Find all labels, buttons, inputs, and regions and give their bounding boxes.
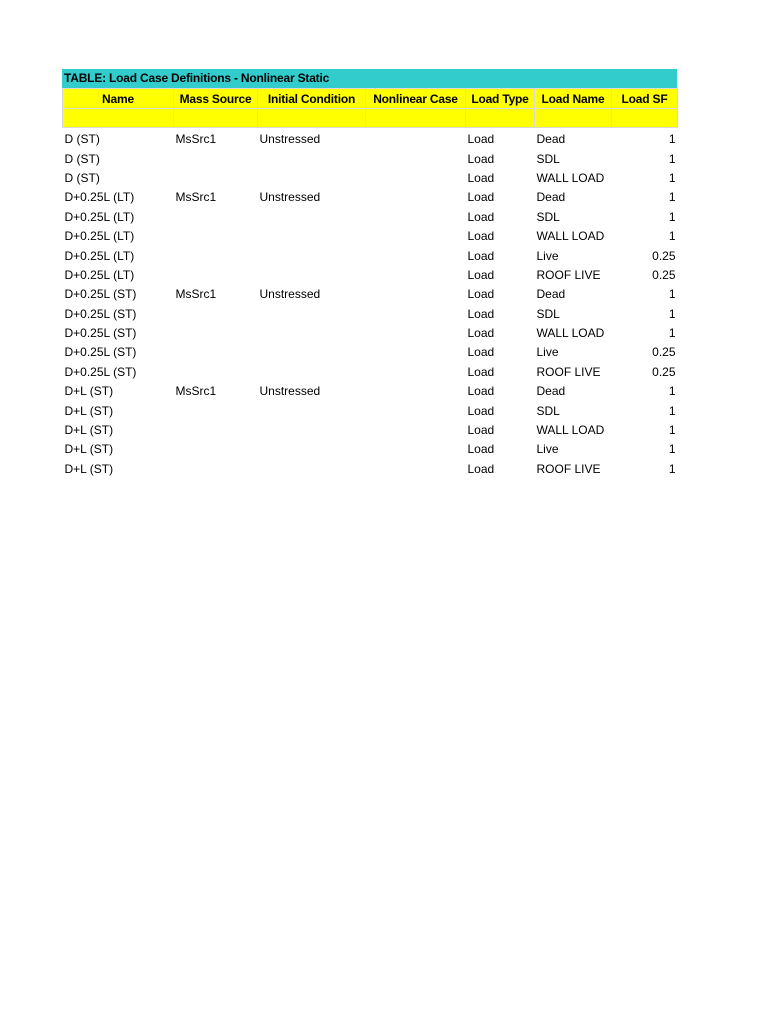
cell-name: D+0.25L (ST) xyxy=(64,364,137,379)
cell-load-sf: 0.25 xyxy=(652,248,676,263)
cell-nonlinear-case xyxy=(366,363,466,382)
cell-nonlinear-case xyxy=(366,401,466,420)
cell-mass-source xyxy=(174,460,258,479)
table-row xyxy=(63,382,678,401)
cell-name: D+L (ST) xyxy=(64,403,114,418)
cell-nonlinear-case xyxy=(366,285,466,304)
column-header-mass-source: Mass Source xyxy=(174,89,258,109)
units-cell xyxy=(535,109,612,128)
cell-load-name: WALL LOAD xyxy=(536,229,605,244)
table-row xyxy=(63,266,678,285)
cell-nonlinear-case xyxy=(366,343,466,362)
units-cell xyxy=(174,109,258,128)
cell-load-type: Load xyxy=(467,151,495,166)
cell-load-type: Load xyxy=(467,306,495,321)
table-title: TABLE: Load Case Definitions - Nonlinear Static xyxy=(62,69,677,88)
cell-initial-condition xyxy=(258,305,366,324)
cell-load-sf: 1 xyxy=(668,403,676,418)
units-cell xyxy=(258,109,366,128)
table-row xyxy=(63,188,678,207)
cell-load-name: SDL xyxy=(536,209,560,224)
column-header-load-name: Load Name xyxy=(535,89,612,109)
table-row xyxy=(63,169,678,188)
cell-initial-condition xyxy=(258,208,366,227)
cell-load-type: Load xyxy=(467,364,495,379)
cell-nonlinear-case xyxy=(366,130,466,149)
cell-load-name: ROOF LIVE xyxy=(536,267,601,282)
cell-load-type: Load xyxy=(467,287,495,302)
cell-initial-condition xyxy=(258,363,366,382)
cell-nonlinear-case xyxy=(366,149,466,168)
cell-nonlinear-case xyxy=(366,440,466,459)
cell-initial-condition xyxy=(258,401,366,420)
cell-load-type: Load xyxy=(467,403,495,418)
table-row xyxy=(63,208,678,227)
cell-load-type: Load xyxy=(467,248,495,263)
cell-mass-source xyxy=(174,305,258,324)
header-row xyxy=(63,89,678,109)
cell-load-type: Load xyxy=(467,326,495,341)
cell-load-sf: 1 xyxy=(668,306,676,321)
table-row xyxy=(63,305,678,324)
cell-load-sf: 1 xyxy=(668,229,676,244)
column-header-load-sf: Load SF xyxy=(612,89,678,109)
cell-nonlinear-case xyxy=(366,188,466,207)
cell-load-sf: 1 xyxy=(668,170,676,185)
cell-load-name: SDL xyxy=(536,403,560,418)
cell-mass-source xyxy=(174,227,258,246)
cell-mass-source: MsSrc1 xyxy=(175,132,217,147)
cell-initial-condition xyxy=(258,440,366,459)
table-row xyxy=(63,130,678,149)
table-row xyxy=(63,421,678,440)
cell-initial-condition xyxy=(258,460,366,479)
cell-load-name: Live xyxy=(536,442,559,457)
cell-load-name: WALL LOAD xyxy=(536,170,605,185)
units-cell xyxy=(612,109,678,128)
cell-load-name: Dead xyxy=(536,132,566,147)
table-row xyxy=(63,149,678,168)
cell-name: D+0.25L (LT) xyxy=(64,248,135,263)
cell-initial-condition: Unstressed xyxy=(259,384,321,399)
cell-initial-condition xyxy=(258,227,366,246)
table-row xyxy=(63,440,678,459)
cell-initial-condition xyxy=(258,421,366,440)
cell-nonlinear-case xyxy=(366,460,466,479)
cell-initial-condition xyxy=(258,343,366,362)
cell-load-sf: 1 xyxy=(668,326,676,341)
cell-load-name: SDL xyxy=(536,306,560,321)
cell-nonlinear-case xyxy=(366,421,466,440)
units-cell xyxy=(63,109,174,128)
table-row xyxy=(63,285,678,304)
cell-name: D+0.25L (LT) xyxy=(64,209,135,224)
cell-mass-source xyxy=(174,363,258,382)
cell-mass-source: MsSrc1 xyxy=(175,190,217,205)
cell-load-type: Load xyxy=(467,384,495,399)
cell-nonlinear-case xyxy=(366,169,466,188)
column-header-nonlinear-case: Nonlinear Case xyxy=(366,89,466,109)
column-header-name: Name xyxy=(63,89,174,109)
table-row xyxy=(63,324,678,343)
cell-name: D+0.25L (ST) xyxy=(64,287,137,302)
cell-load-sf: 0.25 xyxy=(652,267,676,282)
cell-load-name: ROOF LIVE xyxy=(536,461,601,476)
cell-load-name: Live xyxy=(536,248,559,263)
cell-load-sf: 1 xyxy=(668,132,676,147)
cell-mass-source xyxy=(174,343,258,362)
load-case-table xyxy=(62,88,678,479)
cell-nonlinear-case xyxy=(366,382,466,401)
cell-mass-source xyxy=(174,169,258,188)
table-row xyxy=(63,401,678,420)
cell-load-name: WALL LOAD xyxy=(536,423,605,438)
cell-nonlinear-case xyxy=(366,305,466,324)
table-row xyxy=(63,363,678,382)
cell-mass-source: MsSrc1 xyxy=(175,384,217,399)
cell-load-sf: 1 xyxy=(668,442,676,457)
cell-load-type: Load xyxy=(467,190,495,205)
cell-load-sf: 1 xyxy=(668,151,676,166)
cell-load-sf: 0.25 xyxy=(652,364,676,379)
table-row xyxy=(63,343,678,362)
cell-name: D+0.25L (LT) xyxy=(64,190,135,205)
cell-mass-source: MsSrc1 xyxy=(175,287,217,302)
cell-mass-source xyxy=(174,421,258,440)
cell-name: D+0.25L (ST) xyxy=(64,345,137,360)
cell-nonlinear-case xyxy=(366,324,466,343)
cell-name: D+0.25L (ST) xyxy=(64,306,137,321)
table-row xyxy=(63,460,678,479)
cell-name: D (ST) xyxy=(64,170,100,185)
cell-load-sf: 1 xyxy=(668,461,676,476)
cell-mass-source xyxy=(174,149,258,168)
cell-load-sf: 1 xyxy=(668,423,676,438)
cell-name: D+0.25L (ST) xyxy=(64,326,137,341)
cell-load-name: ROOF LIVE xyxy=(536,364,601,379)
cell-load-sf: 1 xyxy=(668,190,676,205)
cell-load-name: Dead xyxy=(536,287,566,302)
cell-load-type: Load xyxy=(467,442,495,457)
cell-initial-condition: Unstressed xyxy=(259,287,321,302)
cell-mass-source xyxy=(174,440,258,459)
cell-load-sf: 1 xyxy=(668,287,676,302)
cell-load-name: Dead xyxy=(536,384,566,399)
table-body xyxy=(63,128,678,480)
cell-nonlinear-case xyxy=(366,266,466,285)
cell-name: D (ST) xyxy=(64,151,100,166)
cell-load-name: Dead xyxy=(536,190,566,205)
cell-load-sf: 1 xyxy=(668,209,676,224)
cell-load-type: Load xyxy=(467,209,495,224)
cell-name: D+L (ST) xyxy=(64,423,114,438)
cell-initial-condition xyxy=(258,324,366,343)
units-row xyxy=(63,109,678,128)
cell-load-type: Load xyxy=(467,461,495,476)
cell-mass-source xyxy=(174,324,258,343)
cell-name: D+0.25L (LT) xyxy=(64,229,135,244)
cell-load-name: Live xyxy=(536,345,559,360)
cell-load-sf: 1 xyxy=(668,384,676,399)
cell-initial-condition xyxy=(258,169,366,188)
cell-mass-source xyxy=(174,208,258,227)
cell-mass-source xyxy=(174,246,258,265)
cell-load-type: Load xyxy=(467,423,495,438)
table-row xyxy=(63,246,678,265)
table-row xyxy=(63,227,678,246)
units-cell xyxy=(366,109,466,128)
cell-load-type: Load xyxy=(467,132,495,147)
cell-nonlinear-case xyxy=(366,227,466,246)
cell-mass-source xyxy=(174,266,258,285)
cell-name: D+L (ST) xyxy=(64,384,114,399)
cell-name: D (ST) xyxy=(64,132,100,147)
cell-nonlinear-case xyxy=(366,208,466,227)
cell-name: D+0.25L (LT) xyxy=(64,267,135,282)
spreadsheet-sheet xyxy=(62,69,677,479)
cell-load-type: Load xyxy=(467,170,495,185)
cell-mass-source xyxy=(174,401,258,420)
cell-initial-condition xyxy=(258,149,366,168)
cell-load-name: WALL LOAD xyxy=(536,326,605,341)
cell-initial-condition xyxy=(258,246,366,265)
column-header-initial-condition: Initial Condition xyxy=(258,89,366,109)
cell-name: D+L (ST) xyxy=(64,442,114,457)
cell-load-name: SDL xyxy=(536,151,560,166)
units-cell xyxy=(466,109,535,128)
column-header-load-type: Load Type xyxy=(466,89,535,109)
cell-load-type: Load xyxy=(467,267,495,282)
cell-initial-condition xyxy=(258,266,366,285)
cell-name: D+L (ST) xyxy=(64,461,114,476)
cell-load-type: Load xyxy=(467,345,495,360)
cell-initial-condition: Unstressed xyxy=(259,132,321,147)
cell-initial-condition: Unstressed xyxy=(259,190,321,205)
cell-nonlinear-case xyxy=(366,246,466,265)
cell-load-sf: 0.25 xyxy=(652,345,676,360)
cell-load-type: Load xyxy=(467,229,495,244)
